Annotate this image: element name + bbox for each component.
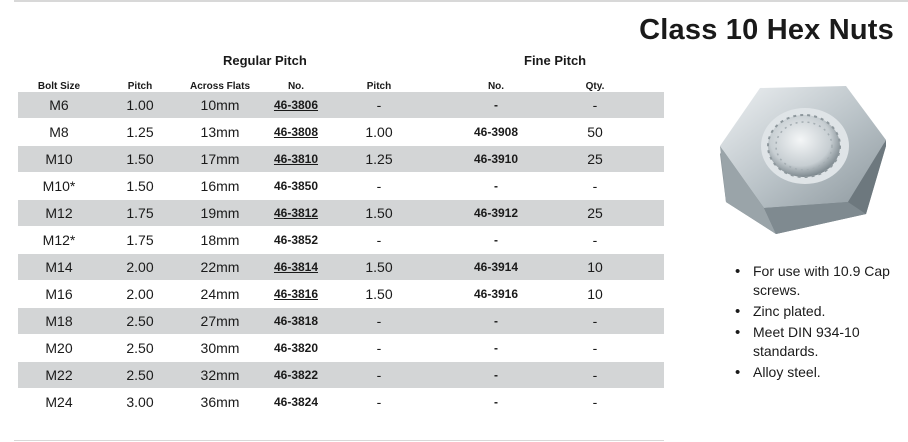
cell-part-number[interactable]: 46-3816 [273, 287, 319, 301]
cell-fine-pitch: - [376, 97, 382, 113]
cell-fine-pitch: - [376, 394, 382, 410]
cell-fine-pitch: 1.50 [365, 286, 393, 302]
table-row [18, 200, 664, 227]
cell-across-flats: 22mm [200, 259, 240, 275]
cell-across-flats: 17mm [200, 151, 240, 167]
cell-pitch: 2.50 [126, 340, 154, 356]
cell-fine-part-number: - [494, 395, 498, 409]
cell-bolt-size: M12* [42, 232, 76, 248]
cell-qty: - [592, 178, 598, 194]
cell-fine-pitch: 1.00 [365, 124, 393, 140]
feature-list [735, 262, 905, 384]
cell-qty: 25 [587, 151, 603, 167]
col-header-fine-no: No. [487, 81, 505, 92]
cell-qty: - [592, 394, 598, 410]
col-header-pitch: Pitch [127, 81, 153, 92]
cell-pitch: 2.00 [126, 286, 154, 302]
cell-pitch: 1.25 [126, 124, 154, 140]
cell-across-flats: 18mm [200, 232, 240, 248]
col-header-no: No. [287, 81, 305, 92]
regular-pitch-header: Regular Pitch [223, 53, 307, 68]
cell-fine-pitch: - [376, 178, 382, 194]
cell-part-number[interactable]: 46-3812 [273, 206, 319, 220]
cell-fine-pitch: - [376, 232, 382, 248]
table-row [18, 92, 664, 119]
cell-part-number: 46-3850 [273, 179, 319, 193]
table-row [18, 362, 664, 389]
cell-bolt-size: M14 [45, 259, 73, 275]
cell-fine-part-number: - [494, 341, 498, 355]
table-row [18, 308, 664, 335]
cell-fine-part-number: 46-3914 [473, 260, 519, 274]
top-divider [14, 0, 908, 2]
table-header-row [18, 77, 664, 92]
cell-qty: 25 [587, 205, 603, 221]
cell-pitch: 1.50 [126, 178, 154, 194]
cell-bolt-size: M6 [49, 97, 69, 113]
cell-part-number: 46-3818 [273, 314, 319, 328]
cell-part-number[interactable]: 46-3806 [273, 98, 319, 112]
bottom-divider [14, 440, 664, 441]
cell-part-number[interactable]: 46-3810 [273, 152, 319, 166]
cell-fine-part-number: - [494, 314, 498, 328]
cell-across-flats: 30mm [200, 340, 240, 356]
cell-fine-pitch: 1.25 [365, 151, 393, 167]
cell-fine-part-number: - [494, 179, 498, 193]
cell-pitch: 2.50 [126, 367, 154, 383]
cell-part-number: 46-3824 [273, 395, 319, 409]
table-row [18, 146, 664, 173]
feature-item: • For use with 10.9 Cap screws. [735, 262, 905, 300]
feature-item: • Meet DIN 934-10 standards. [735, 323, 905, 361]
cell-part-number[interactable]: 46-3808 [273, 125, 319, 139]
cell-fine-part-number: 46-3916 [473, 287, 519, 301]
cell-bolt-size: M18 [45, 313, 73, 329]
table-row [18, 227, 664, 254]
cell-part-number: 46-3852 [273, 233, 319, 247]
col-header-bolt-size: Bolt Size [37, 81, 81, 92]
col-header-qty: Qty. [585, 81, 605, 92]
table-row [18, 254, 664, 281]
cell-bolt-size: M20 [45, 340, 73, 356]
cell-pitch: 1.75 [126, 232, 154, 248]
fine-pitch-header: Fine Pitch [524, 53, 587, 68]
table-row [18, 173, 664, 200]
cell-bolt-size: M10 [45, 151, 73, 167]
cell-bolt-size: M12 [45, 205, 73, 221]
table-row [18, 335, 664, 362]
cell-across-flats: 27mm [200, 313, 240, 329]
cell-pitch: 2.00 [126, 259, 154, 275]
col-header-across-flats: Across Flats [189, 81, 251, 92]
cell-pitch: 3.00 [126, 394, 154, 410]
cell-across-flats: 36mm [200, 394, 240, 410]
cell-part-number: 46-3820 [273, 341, 319, 355]
cell-fine-pitch: 1.50 [365, 205, 393, 221]
cell-fine-part-number: 46-3912 [473, 206, 519, 220]
cell-across-flats: 16mm [200, 178, 240, 194]
cell-part-number[interactable]: 46-3814 [273, 260, 319, 274]
cell-qty: - [592, 313, 598, 329]
cell-fine-part-number: 46-3908 [473, 125, 519, 139]
cell-pitch: 1.50 [126, 151, 154, 167]
cell-bolt-size: M10* [42, 178, 76, 194]
feature-item: • Zinc plated. [735, 302, 905, 321]
hex-nut-icon [716, 84, 890, 254]
cell-pitch: 2.50 [126, 313, 154, 329]
cell-bolt-size: M24 [45, 394, 73, 410]
cell-pitch: 1.75 [126, 205, 154, 221]
cell-across-flats: 24mm [200, 286, 240, 302]
cell-bolt-size: M8 [49, 124, 69, 140]
cell-fine-part-number: - [494, 98, 498, 112]
cell-qty: 10 [587, 259, 603, 275]
table-row [18, 281, 664, 308]
page-title: Class 10 Hex Nuts [639, 14, 894, 46]
cell-bolt-size: M22 [45, 367, 73, 383]
cell-qty: - [592, 367, 598, 383]
cell-qty: - [592, 340, 598, 356]
cell-fine-pitch: - [376, 340, 382, 356]
cell-fine-part-number: - [494, 233, 498, 247]
cell-fine-part-number: - [494, 368, 498, 382]
cell-across-flats: 19mm [200, 205, 240, 221]
cell-qty: 10 [587, 286, 603, 302]
col-header-fine-pitch: Pitch [366, 81, 392, 92]
cell-pitch: 1.00 [126, 97, 154, 113]
table-body [18, 92, 664, 416]
cell-fine-pitch: 1.50 [365, 259, 393, 275]
cell-part-number: 46-3822 [273, 368, 319, 382]
table-row [18, 389, 664, 416]
table-row [18, 119, 664, 146]
cell-fine-part-number: 46-3910 [473, 152, 519, 166]
cell-qty: - [592, 97, 598, 113]
cell-qty: 50 [587, 124, 603, 140]
cell-bolt-size: M16 [45, 286, 73, 302]
cell-fine-pitch: - [376, 367, 382, 383]
cell-qty: - [592, 232, 598, 248]
hex-nut-table [18, 77, 664, 416]
feature-item: • Alloy steel. [735, 363, 905, 382]
cell-across-flats: 10mm [200, 97, 240, 113]
cell-across-flats: 32mm [200, 367, 240, 383]
cell-fine-pitch: - [376, 313, 382, 329]
cell-across-flats: 13mm [200, 124, 240, 140]
